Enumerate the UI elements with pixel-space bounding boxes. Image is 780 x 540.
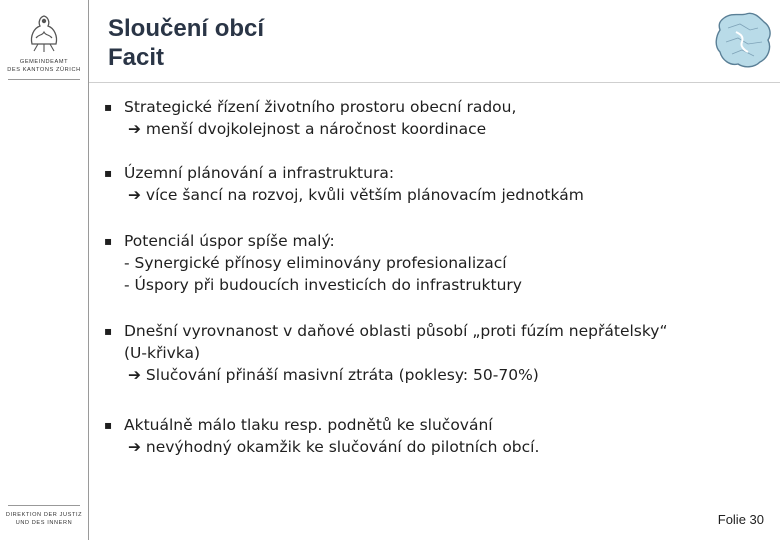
title-line-1: Sloučení obcí: [108, 15, 265, 42]
slide-number: Folie 30: [717, 512, 764, 527]
sidebar-divider-bottom: [8, 505, 80, 506]
header-divider: [89, 82, 780, 83]
title-line-2: Facit: [108, 44, 165, 71]
bullet-item: ▪ Územní plánování a infrastruktura: ➔ více šancí na rozvoj, kvůli větším plánovacím jednotkám: [104, 162, 584, 206]
bullet-item: ▪ Dnešní vyrovnanost v daňové oblasti působí „proti fúzím nepřátelsky“ (U-křivka) ➔ Slučování přináší masivní ztráta (poklesy: 50-70%): [104, 320, 668, 386]
right-arrow-icon: ➔: [128, 366, 141, 384]
sidebar-divider-top: [8, 79, 80, 80]
org-name-bottom: DIREKTION DER JUSTIZ UND DES INNERN: [5, 512, 83, 526]
sidebar: [0, 0, 89, 540]
org-name-top: GEMEINDEAMT DES KANTONS ZÜRICH: [7, 59, 81, 73]
canton-map-icon: [710, 8, 776, 74]
slide-title: [108, 14, 264, 72]
right-arrow-icon: ➔: [128, 186, 141, 204]
right-arrow-icon: ➔: [128, 438, 141, 456]
bullet-item: ▪ Potenciál úspor spíše malý: - Synergické přínosy eliminovány profesionalizací - Úspory při budoucích investicích do infrastruktury: [104, 230, 522, 296]
bullet-item: ▪ Strategické řízení životního prostoru obecní radou, ➔ menší dvojkolejnost a náročnost koordinace: [104, 96, 516, 140]
bullet-item: ▪ Aktuálně málo tlaku resp. podnětů ke slučování ➔ nevýhodný okamžik ke slučování do pilotních obcí.: [104, 414, 539, 458]
right-arrow-icon: ➔: [128, 120, 141, 138]
canton-crest-icon: [26, 14, 62, 54]
